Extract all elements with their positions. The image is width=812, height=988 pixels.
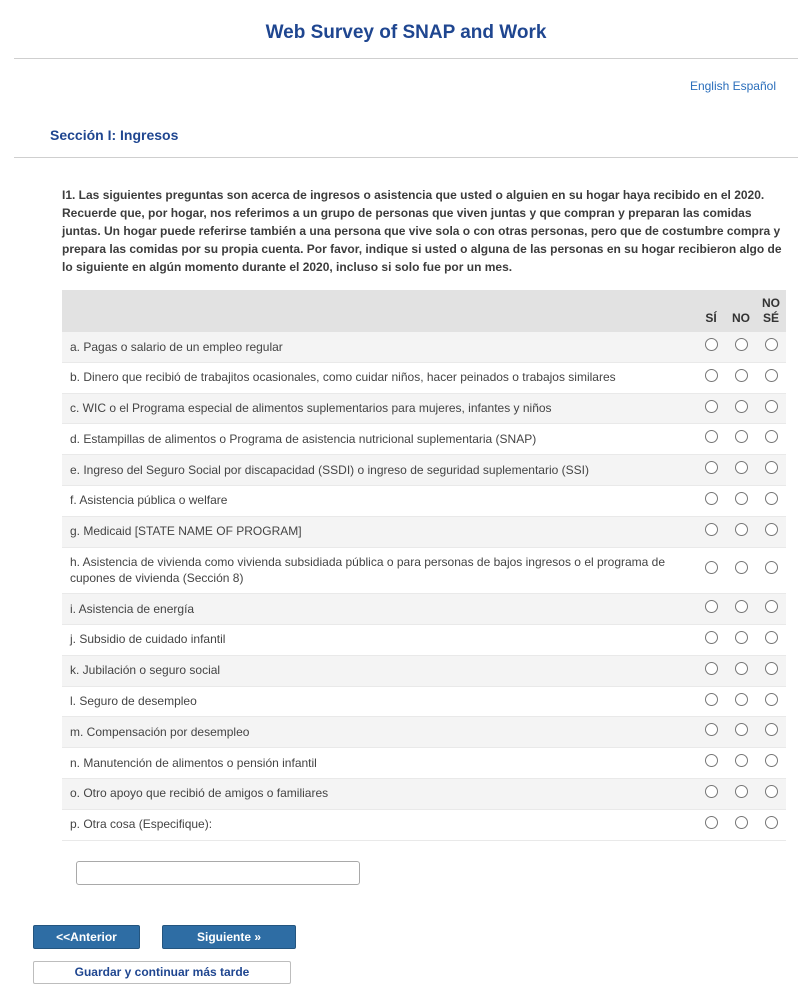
- radio-nose[interactable]: [765, 400, 778, 413]
- row-label: g. Medicaid [STATE NAME OF PROGRAM]: [62, 516, 696, 547]
- table-row: [62, 809, 786, 840]
- row-label: m. Compensación por desempleo: [62, 717, 696, 748]
- row-label: f. Asistencia pública o welfare: [62, 485, 696, 516]
- table-row: [62, 778, 786, 809]
- radio-si[interactable]: [705, 430, 718, 443]
- row-label: a. Pagas o salario de un empleo regular: [62, 332, 696, 362]
- divider-section: [14, 157, 798, 158]
- row-label: l. Seguro de desempleo: [62, 686, 696, 717]
- table-row: [62, 516, 786, 547]
- radio-no[interactable]: [735, 492, 748, 505]
- radio-no[interactable]: [735, 561, 748, 574]
- radio-no[interactable]: [735, 369, 748, 382]
- radio-si[interactable]: [705, 338, 718, 351]
- radio-si[interactable]: [705, 631, 718, 644]
- table-row: [62, 332, 786, 362]
- table-row: [62, 362, 786, 393]
- row-label: i. Asistencia de energía: [62, 594, 696, 625]
- radio-nose[interactable]: [765, 461, 778, 474]
- page-title: Web Survey of SNAP and Work: [265, 22, 547, 43]
- radio-si[interactable]: [705, 816, 718, 829]
- radio-no[interactable]: [735, 631, 748, 644]
- col-header-no: NO: [726, 290, 756, 332]
- radio-si[interactable]: [705, 754, 718, 767]
- next-button[interactable]: Siguiente »: [162, 925, 296, 949]
- section-heading: Sección I: Ingresos: [50, 127, 179, 143]
- radio-nose[interactable]: [765, 785, 778, 798]
- table-row: [62, 717, 786, 748]
- radio-nose[interactable]: [765, 492, 778, 505]
- radio-no[interactable]: [735, 600, 748, 613]
- row-label: k. Jubilación o seguro social: [62, 655, 696, 686]
- radio-no[interactable]: [735, 693, 748, 706]
- radio-nose[interactable]: [765, 338, 778, 351]
- table-row: [62, 686, 786, 717]
- radio-si[interactable]: [705, 492, 718, 505]
- table-row: [62, 594, 786, 625]
- radio-no[interactable]: [735, 754, 748, 767]
- row-label: p. Otra cosa (Especifique):: [62, 809, 696, 840]
- radio-nose[interactable]: [765, 430, 778, 443]
- radio-si[interactable]: [705, 400, 718, 413]
- radio-nose[interactable]: [765, 523, 778, 536]
- row-label: d. Estampillas de alimentos o Programa de asistencia nutricional suplementaria (SNAP): [62, 424, 696, 455]
- radio-nose[interactable]: [765, 561, 778, 574]
- row-label: h. Asistencia de vivienda como vivienda subsidiada pública o para personas de bajos ingresos o el programa de cupones de vivienda (Sección 8): [62, 547, 696, 594]
- question-text: I1. Las siguientes preguntas son acerca de ingresos o asistencia que usted o alguien en su hogar haya recibido en el 2020. Recuerde que, por hogar, nos referimos a un grupo de personas que viven juntas y que compran y preparan las comidas juntas. Un hogar puede referirse también a una persona que vive sola o con otras personas, pero que de costumbre compra y prepara las comidas por su propia cuenta. Por favor, indique si usted o alguna de las personas en su hogar recibieron algo de lo siguiente en algún momento durante el 2020, incluso si solo fue por un mes.: [62, 188, 782, 274]
- radio-no[interactable]: [735, 338, 748, 351]
- row-label: j. Subsidio de cuidado infantil: [62, 624, 696, 655]
- col-header-si: SÍ: [696, 290, 726, 332]
- radio-no[interactable]: [735, 785, 748, 798]
- language-switcher: [0, 79, 776, 93]
- income-table-body: [62, 332, 786, 840]
- radio-no[interactable]: [735, 816, 748, 829]
- radio-nose[interactable]: [765, 754, 778, 767]
- radio-nose[interactable]: [765, 600, 778, 613]
- table-row: [62, 455, 786, 486]
- row-label: e. Ingreso del Seguro Social por discapacidad (SSDI) o ingreso de seguridad suplementario (SSI): [62, 455, 696, 486]
- radio-no[interactable]: [735, 400, 748, 413]
- row-label: b. Dinero que recibió de trabajitos ocasionales, como cuidar niños, hacer peinados o trabajos similares: [62, 362, 696, 393]
- radio-si[interactable]: [705, 662, 718, 675]
- other-specify-input[interactable]: [76, 861, 360, 885]
- table-row: [62, 547, 786, 594]
- radio-nose[interactable]: [765, 693, 778, 706]
- divider-top: [14, 58, 798, 59]
- navigation-buttons: [33, 925, 812, 949]
- radio-nose[interactable]: [765, 369, 778, 382]
- row-label: n. Manutención de alimentos o pensión infantil: [62, 748, 696, 779]
- radio-si[interactable]: [705, 523, 718, 536]
- radio-no[interactable]: [735, 461, 748, 474]
- table-row: [62, 393, 786, 424]
- table-row: [62, 655, 786, 686]
- table-row: [62, 624, 786, 655]
- radio-si[interactable]: [705, 723, 718, 736]
- income-table: [62, 290, 786, 841]
- radio-nose[interactable]: [765, 662, 778, 675]
- previous-button[interactable]: <<Anterior: [33, 925, 140, 949]
- radio-si[interactable]: [705, 785, 718, 798]
- radio-no[interactable]: [735, 662, 748, 675]
- row-label: o. Otro apoyo que recibió de amigos o familiares: [62, 778, 696, 809]
- radio-no[interactable]: [735, 723, 748, 736]
- radio-nose[interactable]: [765, 816, 778, 829]
- col-header-blank: [62, 290, 696, 332]
- radio-si[interactable]: [705, 461, 718, 474]
- save-continue-button[interactable]: Guardar y continuar más tarde: [33, 961, 291, 984]
- radio-nose[interactable]: [765, 723, 778, 736]
- table-row: [62, 748, 786, 779]
- table-row: [62, 424, 786, 455]
- col-header-nose: NO SÉ: [756, 290, 786, 332]
- income-table-header: [62, 290, 786, 332]
- radio-si[interactable]: [705, 369, 718, 382]
- radio-no[interactable]: [735, 523, 748, 536]
- radio-si[interactable]: [705, 600, 718, 613]
- language-link[interactable]: English Español: [689, 79, 776, 93]
- radio-no[interactable]: [735, 430, 748, 443]
- radio-nose[interactable]: [765, 631, 778, 644]
- radio-si[interactable]: [705, 693, 718, 706]
- main-content: [62, 186, 786, 885]
- table-row: [62, 485, 786, 516]
- row-label: c. WIC o el Programa especial de alimentos suplementarios para mujeres, infantes y niños: [62, 393, 696, 424]
- radio-si[interactable]: [705, 561, 718, 574]
